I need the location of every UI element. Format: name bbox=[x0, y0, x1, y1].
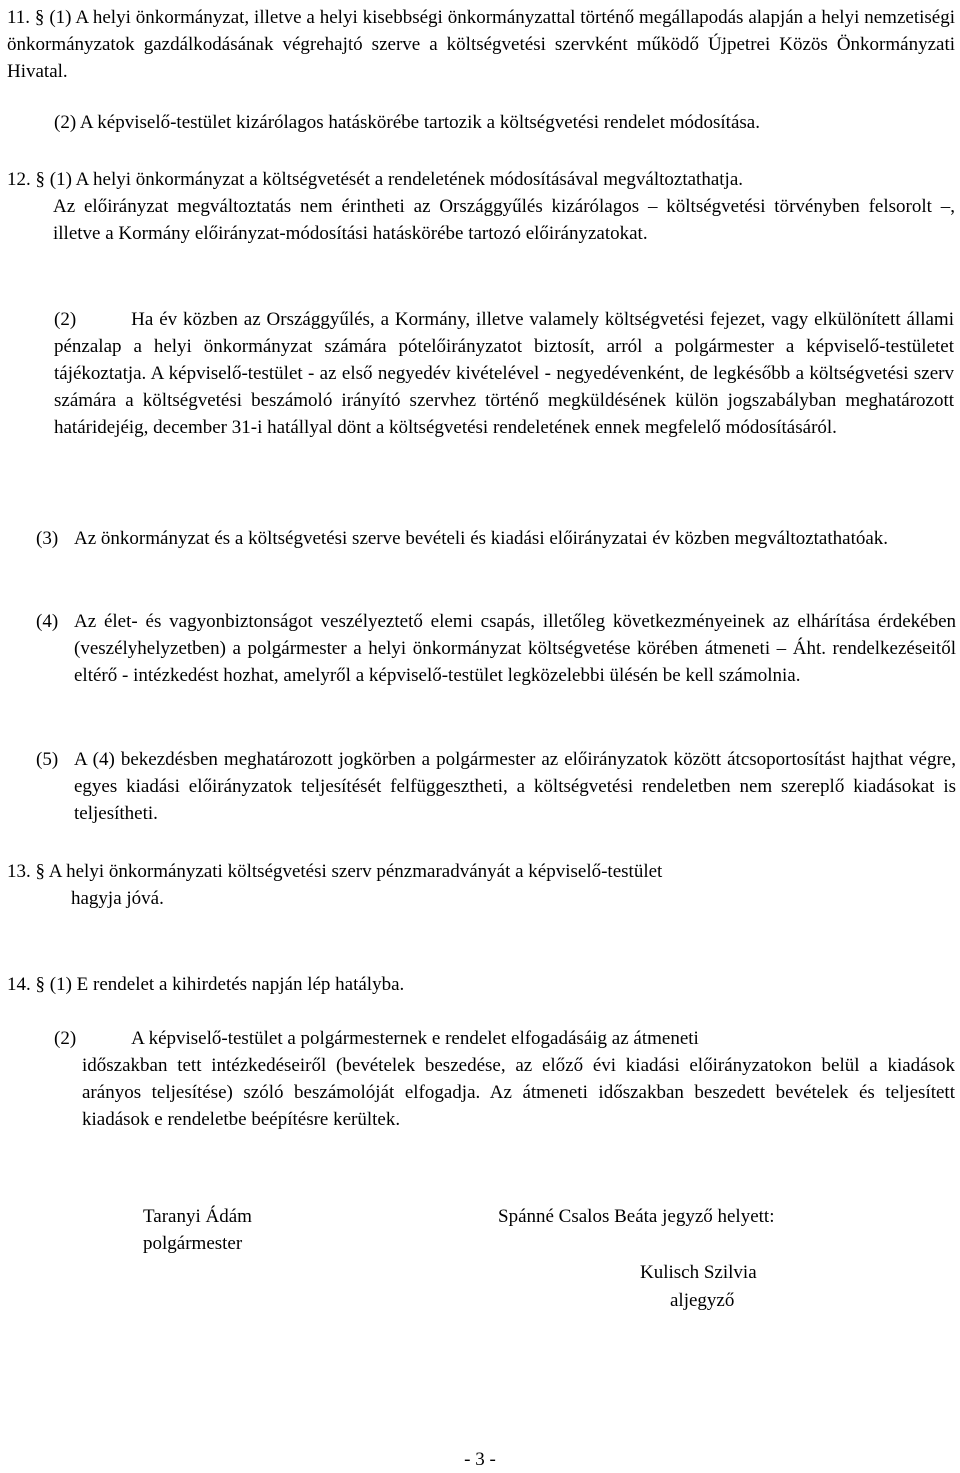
section-12-paragraph-3-label: (3) bbox=[36, 528, 59, 549]
mayor-title: polgármester bbox=[143, 1233, 243, 1254]
page-number: - 3 - bbox=[464, 1449, 496, 1470]
mayor-name: Taranyi Ádám bbox=[143, 1206, 252, 1227]
section-13 bbox=[7, 858, 955, 912]
section-12-paragraph-4-text: Az élet- és vagyonbiztonságot veszélyeztető elemi csapás, illetőleg következményeinek az elhárítása érdekében (veszélyhelyzetben) a polgármester a helyi önkormányzat költségvetése körében átmeneti – Áht. rendelkezéseitől eltérő - intézkedést hozhat, amelyről a képviselő-testület legközelebbi ülésén be kell számolnia. bbox=[74, 611, 956, 686]
section-13-line-1: 13. § A helyi önkormányzati költségvetési szerv pénzmaradványát a képviselő-testület bbox=[7, 861, 663, 882]
section-14-paragraph-2 bbox=[54, 1025, 955, 1133]
section-13-line-2: hagyja jóvá. bbox=[71, 888, 164, 909]
section-12-paragraph-5-label: (5) bbox=[36, 749, 59, 770]
section-12-paragraph-2-text: Ha év közben az Országgyűlés, a Kormány, illetve valamely költségvetési fejezet, vagy elkülönített állami pénzalap a helyi önkormányzat számára pótelőirányzatot biztosít, arról a polgármester a képviselő-testületet tájékoztatja. A képviselő-testület - az első negyedév kivételével - negyedévenként, de legkésőbb a költségvetési szerv számára a költségvetési beszámoló irányító szervhez történő megküldésének külön jogszabályban meghatározott határidejéig, december 31-i hatállyal dönt a költségvetési rendeletének ennek megfelelő módosításáról. bbox=[54, 309, 954, 438]
section-14-paragraph-2-label: (2) bbox=[54, 1028, 77, 1049]
section-11-paragraph-2: (2) A képviselő-testület kizárólagos hatáskörébe tartozik a költségvetési rendelet módosítása. bbox=[54, 112, 760, 133]
section-12-paragraph-2-label: (2) bbox=[54, 309, 77, 330]
section-12-paragraph-1-first-line: 12. § (1) A helyi önkormányzat a költségvetését a rendeletének módosításával megváltoztathatja. bbox=[7, 169, 744, 190]
section-14-paragraph-2-first-line: A képviselő-testület a polgármesternek e rendelet elfogadásáig az átmeneti bbox=[131, 1028, 699, 1049]
section-11-paragraph-1 bbox=[7, 4, 955, 85]
deputy-notary-name: Kulisch Szilvia bbox=[640, 1262, 757, 1283]
section-14-paragraph-2-continuation: időszakban tett intézkedéseiről (bevételek beszedése, az előző évi kiadási előirányzatokon belül a kiadások arányos teljesítése) szóló beszámolóját elfogadja. Az átmeneti időszakban beszedett bevételek és teljesített kiadások e rendeletbe beépítésre kerültek. bbox=[82, 1055, 955, 1130]
deputy-notary-title: aljegyző bbox=[670, 1290, 735, 1311]
section-14-paragraph-1: 14. § (1) E rendelet a kihirdetés napján lép hatályba. bbox=[7, 974, 405, 995]
section-11-label: 11. § (1) bbox=[7, 7, 72, 28]
section-12-paragraph-1-continuation: Az előirányzat megváltoztatás nem érintheti az Országgyűlés kizárólagos – költségvetési törvényben felsorolt –, illetve a Kormány előirányzat-módosítási hatáskörébe tartozó előirányzatokat. bbox=[53, 196, 955, 244]
section-12-paragraph-4-label: (4) bbox=[36, 611, 59, 632]
section-11-paragraph-1-text: A helyi önkormányzat, illetve a helyi kisebbségi önkormányzattal történő megállapodás alapján a helyi nemzetiségi önkormányzatok gazdálkodásának végrehajtó szerve a költségvetési szervként működő Újpetrei Közös Önkormányzati Hivatal. bbox=[7, 7, 955, 82]
section-12-paragraph-3-text: Az önkormányzat és a költségvetési szerve bevételi és kiadási előirányzatai év közben megváltoztathatóak. bbox=[74, 528, 889, 549]
section-12-paragraph-1 bbox=[7, 166, 955, 247]
notary-label: Spánné Csalos Beáta jegyző helyett: bbox=[498, 1206, 775, 1227]
section-12-paragraph-2 bbox=[54, 306, 954, 441]
section-12-paragraph-5-text: A (4) bekezdésben meghatározott jogkörben a polgármester az előirányzatok között átcsoportosítást hajthat végre, egyes kiadási előirányzatok teljesítését felfüggesztheti, a költségvetési rendeletben nem szereplő kiadásokat is teljesítheti. bbox=[74, 749, 956, 824]
mayor-signature-block bbox=[143, 1203, 252, 1257]
